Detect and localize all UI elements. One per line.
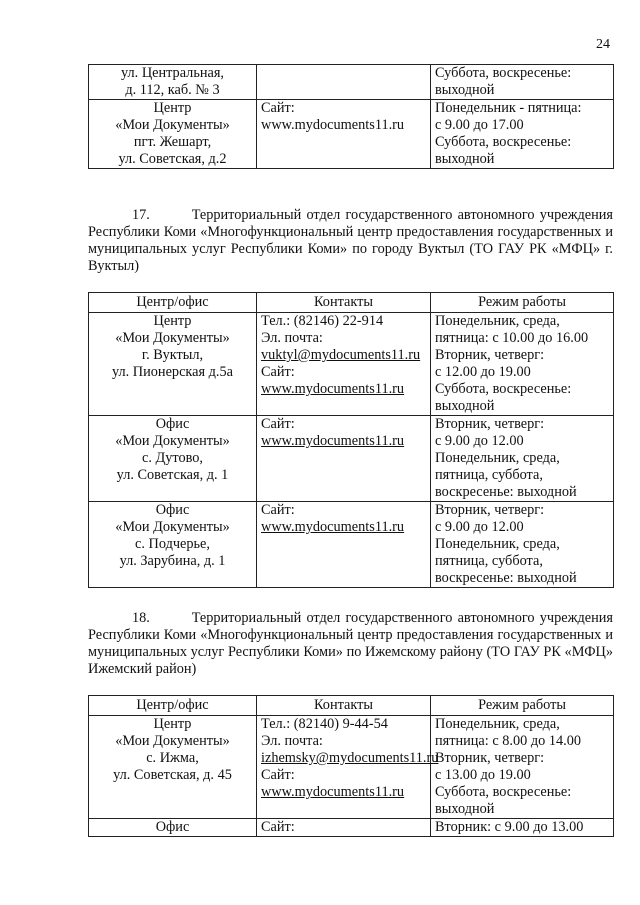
office-line: ул. Зарубина, д. 1	[119, 553, 226, 569]
office-line: ул. Центральная,	[121, 65, 224, 81]
office-cell	[89, 502, 257, 588]
contact-line: Сайт:	[261, 100, 295, 116]
schedule-line: пятница, суббота,	[435, 467, 543, 483]
section-17-paragraph	[88, 207, 613, 275]
contacts-cell	[257, 716, 439, 819]
schedule-line: с 12.00 до 19.00	[435, 364, 531, 380]
schedule-cell	[431, 502, 614, 588]
schedule-line: выходной	[435, 82, 495, 98]
schedule-line: Понедельник, среда,	[435, 313, 560, 329]
office-line: «Мои Документы»	[115, 519, 230, 535]
contact-line: Сайт:	[261, 819, 295, 835]
table-header-row	[89, 293, 614, 313]
table-row	[89, 416, 614, 502]
contacts-cell	[257, 416, 431, 502]
table-row	[89, 819, 614, 837]
office-line: Офис	[155, 502, 190, 518]
column-header: Центр/офис	[89, 293, 257, 313]
office-cell	[89, 819, 257, 837]
section-18-paragraph	[88, 610, 613, 678]
table-vuktyl	[88, 292, 614, 588]
table-row	[89, 716, 614, 819]
schedule-line: с 9.00 до 12.00	[435, 519, 524, 535]
schedule-line: Вторник, четверг:	[435, 416, 545, 432]
schedule-line: с 9.00 до 12.00	[435, 433, 524, 449]
schedule-line: с 13.00 до 19.00	[435, 767, 531, 783]
schedule-line: Суббота, воскресенье:	[435, 784, 572, 800]
email-link[interactable]: vuktyl@mydocuments11.ru	[261, 347, 421, 363]
office-line: ул. Пионерская д.5а	[112, 364, 233, 380]
schedule-line: Понедельник, среда,	[435, 450, 560, 466]
schedule-line: воскресенье: выходной	[435, 570, 577, 586]
office-line: «Мои Документы»	[115, 117, 230, 133]
column-header: Режим работы	[431, 293, 614, 313]
table-row	[89, 313, 614, 416]
section-17-number: 17.	[132, 207, 150, 223]
office-line: Офис	[155, 819, 190, 835]
schedule-line: Понедельник, среда,	[435, 536, 560, 552]
schedule-line: воскресенье: выходной	[435, 484, 577, 500]
office-cell	[89, 313, 257, 416]
office-line: г. Вуктыл,	[141, 347, 204, 363]
section-18-number: 18.	[132, 610, 150, 626]
website-link[interactable]: www.mydocuments11.ru	[261, 784, 405, 800]
office-line: пгт. Жешарт,	[133, 134, 212, 150]
contact-line: Сайт:	[261, 364, 295, 380]
schedule-cell	[431, 65, 614, 100]
contacts-cell	[257, 502, 431, 588]
schedule-line: с 9.00 до 17.00	[435, 117, 524, 133]
schedule-cell	[431, 416, 614, 502]
table-row	[89, 100, 614, 169]
office-line: ул. Советская, д.2	[118, 151, 227, 167]
schedule-line: Вторник: с 9.00 до 13.00	[435, 819, 584, 835]
office-cell	[89, 716, 257, 819]
office-line: с. Дутово,	[142, 450, 203, 466]
website-link[interactable]: www.mydocuments11.ru	[261, 433, 405, 449]
table-header-row	[89, 696, 614, 716]
office-line: Офис	[155, 416, 190, 432]
schedule-cell	[431, 100, 614, 169]
table-top-continuation	[88, 64, 614, 169]
page-number: 24	[596, 37, 610, 52]
column-header: Центр/офис	[89, 696, 257, 716]
schedule-line: пятница, суббота,	[435, 553, 543, 569]
contact-line: Эл. почта:	[261, 330, 323, 346]
office-line: Центр	[153, 716, 192, 732]
office-cell	[89, 416, 257, 502]
table-row	[89, 502, 614, 588]
schedule-line: выходной	[435, 151, 495, 167]
schedule-cell	[431, 716, 614, 819]
contacts-cell	[257, 100, 431, 169]
schedule-line: Понедельник, среда,	[435, 716, 560, 732]
office-line: д. 112, каб. № 3	[125, 82, 220, 98]
schedule-line: выходной	[435, 801, 495, 817]
schedule-line: Суббота, воскресенье:	[435, 381, 572, 397]
contact-line: Тел.: (82146) 22-914	[261, 313, 384, 329]
office-line: «Мои Документы»	[115, 733, 230, 749]
schedule-line: Понедельник - пятница:	[435, 100, 582, 116]
table-izhma	[88, 695, 614, 837]
schedule-line: Вторник, четверг:	[435, 750, 545, 766]
contact-line: Сайт:	[261, 502, 295, 518]
office-line: с. Подчерье,	[135, 536, 210, 552]
website-link[interactable]: www.mydocuments11.ru	[261, 381, 405, 397]
office-line: Центр	[153, 313, 192, 329]
email-link[interactable]: izhemsky@mydocuments11.ru	[261, 750, 439, 766]
section-17-text: Территориальный отдел государственного автономного учреждения Республики Коми «Многофункциональный центр предоставления государственных и муниципальных услуг Республики Коми» по городу Вуктыл (ТО ГАУ РК «МФЦ» г. Вуктыл)	[88, 207, 613, 274]
office-line: с. Ижма,	[146, 750, 199, 766]
contact-line: Сайт:	[261, 416, 295, 432]
schedule-line: пятница: с 8.00 до 14.00	[435, 733, 581, 749]
column-header: Режим работы	[431, 696, 614, 716]
office-line: «Мои Документы»	[115, 330, 230, 346]
contact-line: Эл. почта:	[261, 733, 323, 749]
website-link[interactable]: www.mydocuments11.ru	[261, 519, 405, 535]
table-row	[89, 65, 614, 100]
contacts-cell	[257, 819, 431, 837]
contact-line: Сайт:	[261, 767, 295, 783]
section-18-text: Территориальный отдел государственного автономного учреждения Республики Коми «Многофункциональный центр предоставления государственных и муниципальных услуг Республики Коми» по Ижемскому району (ТО ГАУ РК «МФЦ» Ижемский район)	[88, 610, 613, 677]
schedule-line: Вторник, четверг:	[435, 502, 545, 518]
contact-line: Тел.: (82140) 9-44-54	[261, 716, 388, 732]
column-header: Контакты	[257, 696, 431, 716]
office-line: Центр	[153, 100, 192, 116]
column-header: Контакты	[257, 293, 431, 313]
contacts-cell	[257, 65, 431, 100]
schedule-cell	[431, 819, 614, 837]
schedule-line: пятница: с 10.00 до 16.00	[435, 330, 589, 346]
office-cell	[89, 100, 257, 169]
schedule-line: Суббота, воскресенье:	[435, 65, 572, 81]
schedule-cell	[431, 313, 614, 416]
schedule-line: Суббота, воскресенье:	[435, 134, 572, 150]
contacts-cell	[257, 313, 431, 416]
contact-line: www.mydocuments11.ru	[261, 117, 405, 133]
office-line: ул. Советская, д. 45	[113, 767, 232, 783]
office-line: ул. Советская, д. 1	[116, 467, 229, 483]
office-line: «Мои Документы»	[115, 433, 230, 449]
schedule-line: выходной	[435, 398, 495, 414]
schedule-line: Вторник, четверг:	[435, 347, 545, 363]
office-cell	[89, 65, 257, 100]
